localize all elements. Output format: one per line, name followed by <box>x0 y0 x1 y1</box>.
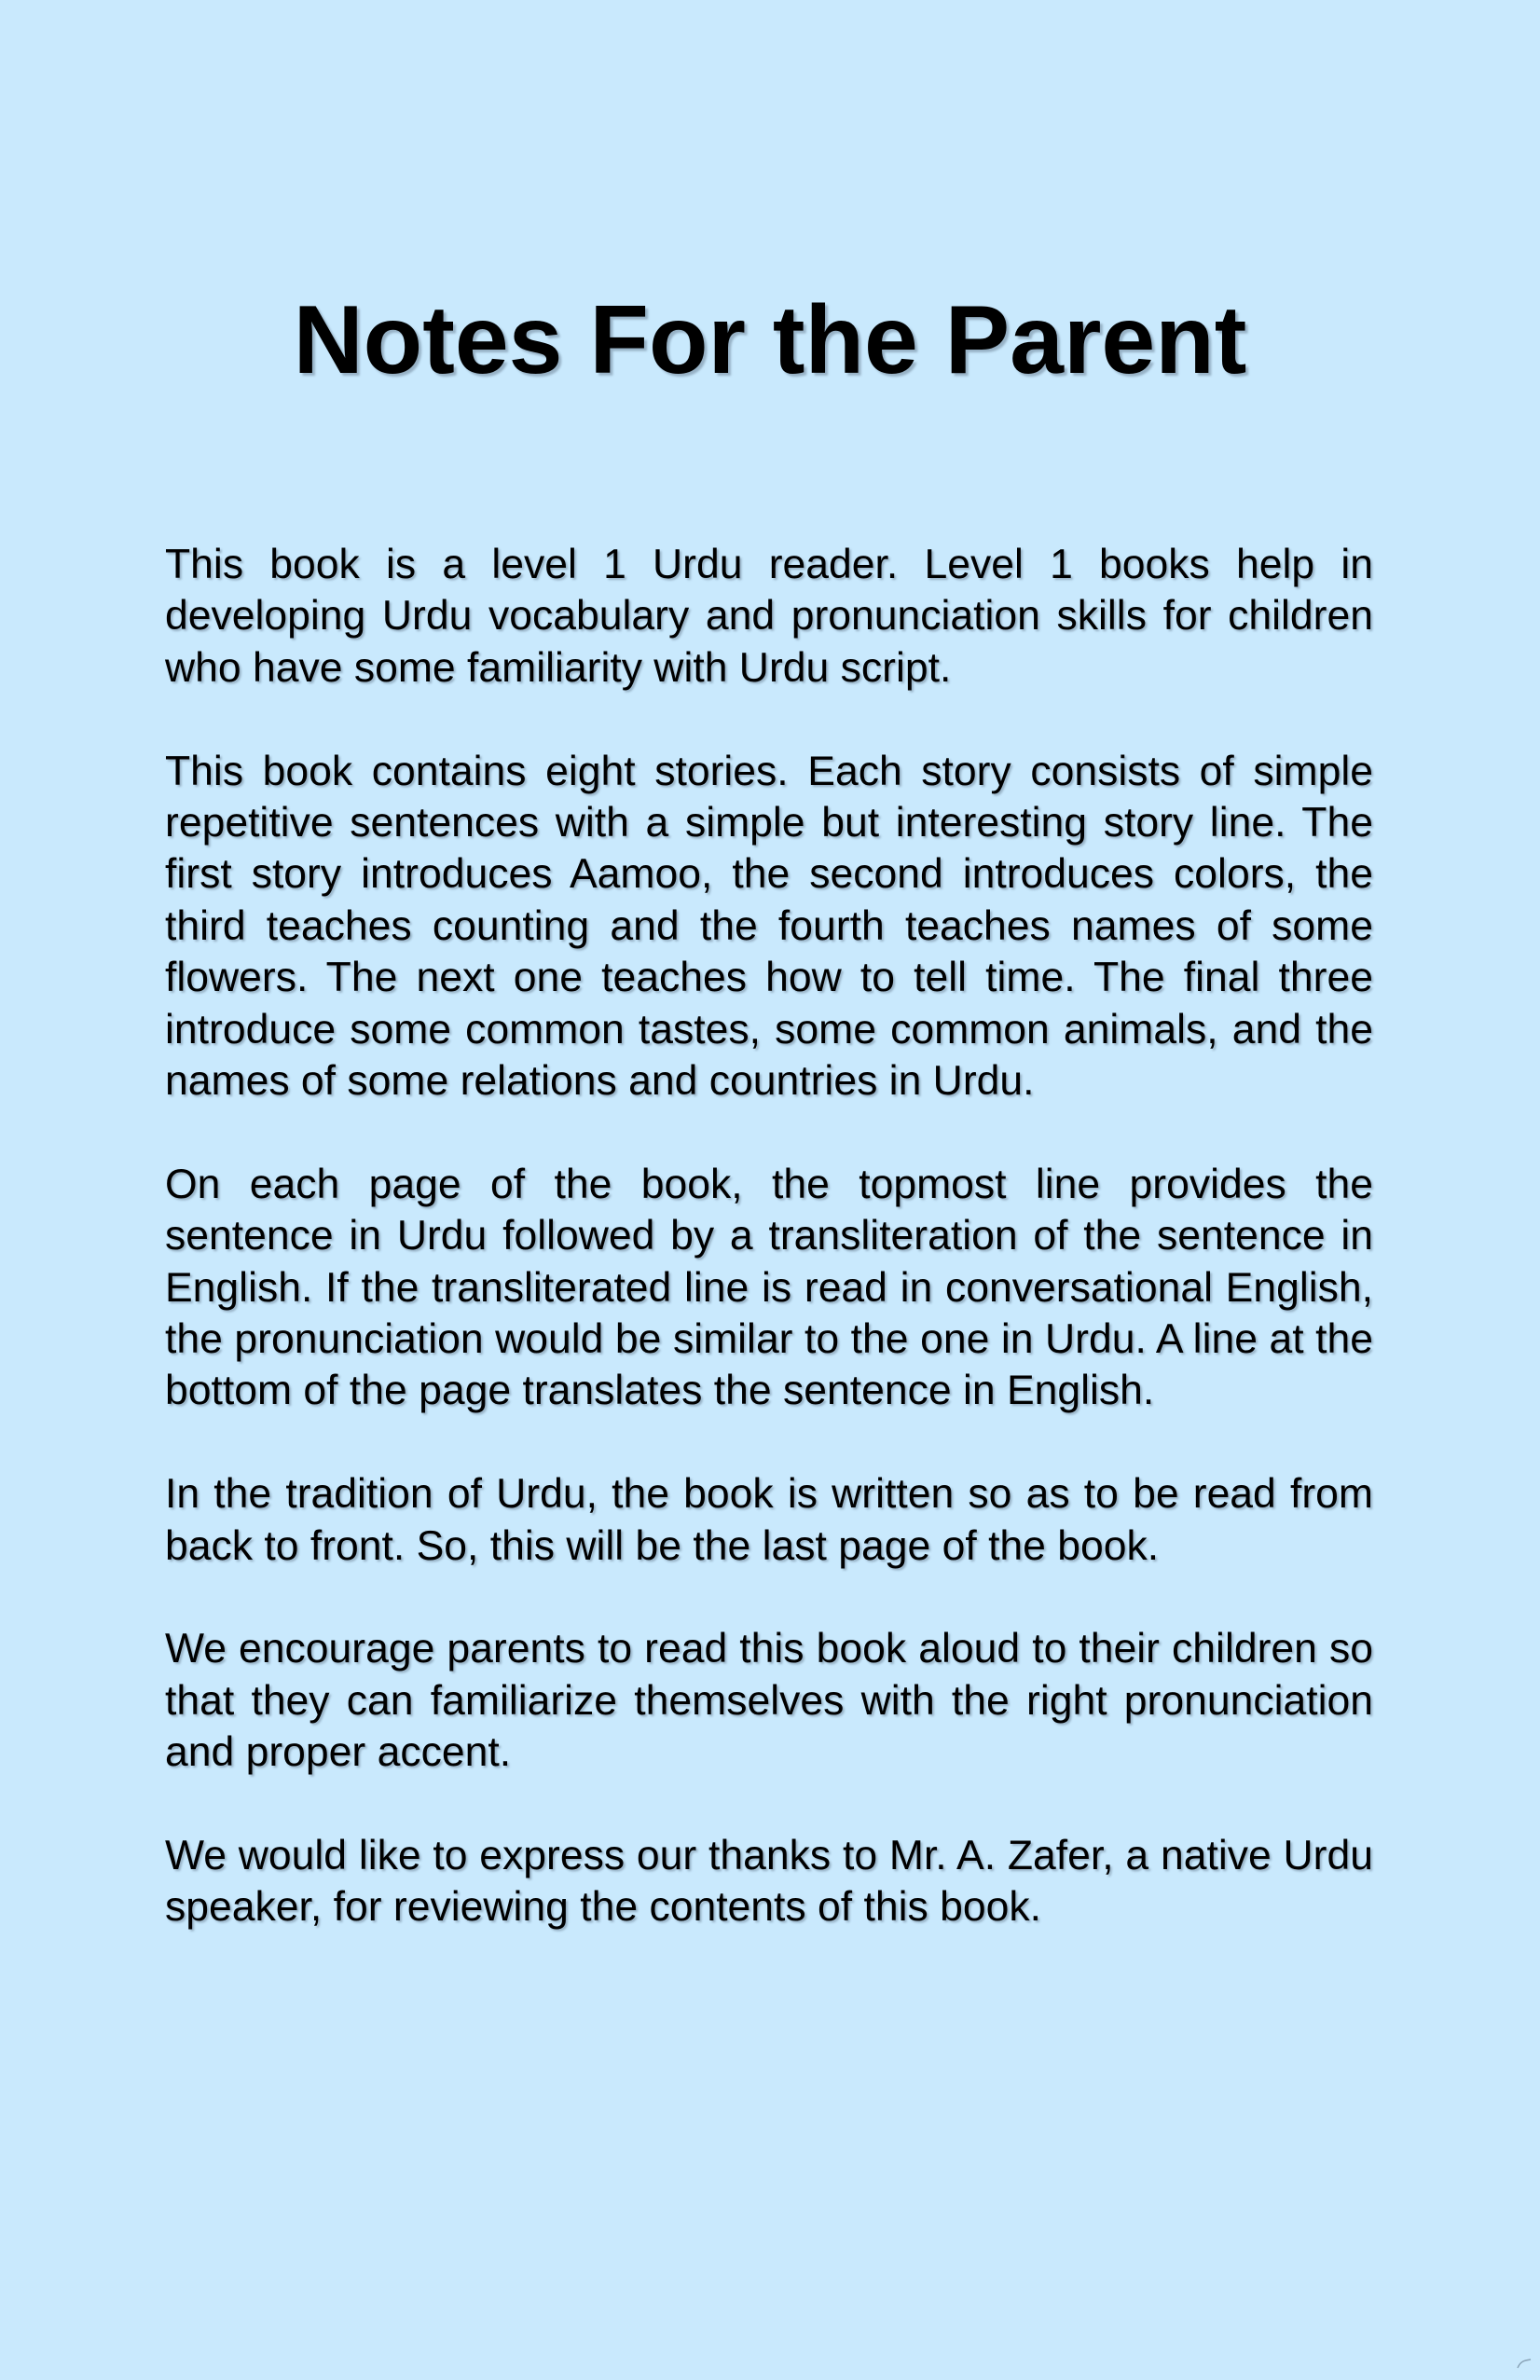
paragraph-encouragement: We encourage parents to read this book aloud to their children so that they can familiarize themselves with the right pronunciation and proper accent. <box>165 1626 1373 1776</box>
notes-body <box>165 539 1373 1985</box>
paragraph-reading-direction: In the tradition of Urdu, the book is written so as to be read from back to front. So, this will be the last page of the book. <box>165 1471 1373 1569</box>
paragraph-acknowledgement: We would like to express our thanks to Mr. A. Zafer, a native Urdu speaker, for reviewing the contents of this book. <box>165 1833 1373 1931</box>
corner-mark-icon <box>1516 2358 1533 2371</box>
page-title: Notes For the Parent <box>293 286 1247 394</box>
paragraph-reader-level: This book is a level 1 Urdu reader. Level 1 books help in developing Urdu vocabulary and pronunciation skills for children who have some familiarity with Urdu script. <box>165 542 1373 691</box>
paragraph-page-layout: On each page of the book, the topmost line provides the sentence in Urdu followed by a transliteration of the sentence in English. If the transliterated line is read in conversational English, the pronunciation would be similar to the one in Urdu. A line at the bottom of the page translates the sentence in English. <box>165 1161 1373 1414</box>
paragraph-stories: This book contains eight stories. Each story consists of simple repetitive sentences with a simple but interesting story line. The first story introduces Aamoo, the second introduces colors, the third teaches counting and the fourth teaches names of some flowers. The next one teaches how to tell time. The final three introduce some common tastes, some common animals, and the names of some relations and countries in Urdu. <box>165 748 1373 1105</box>
